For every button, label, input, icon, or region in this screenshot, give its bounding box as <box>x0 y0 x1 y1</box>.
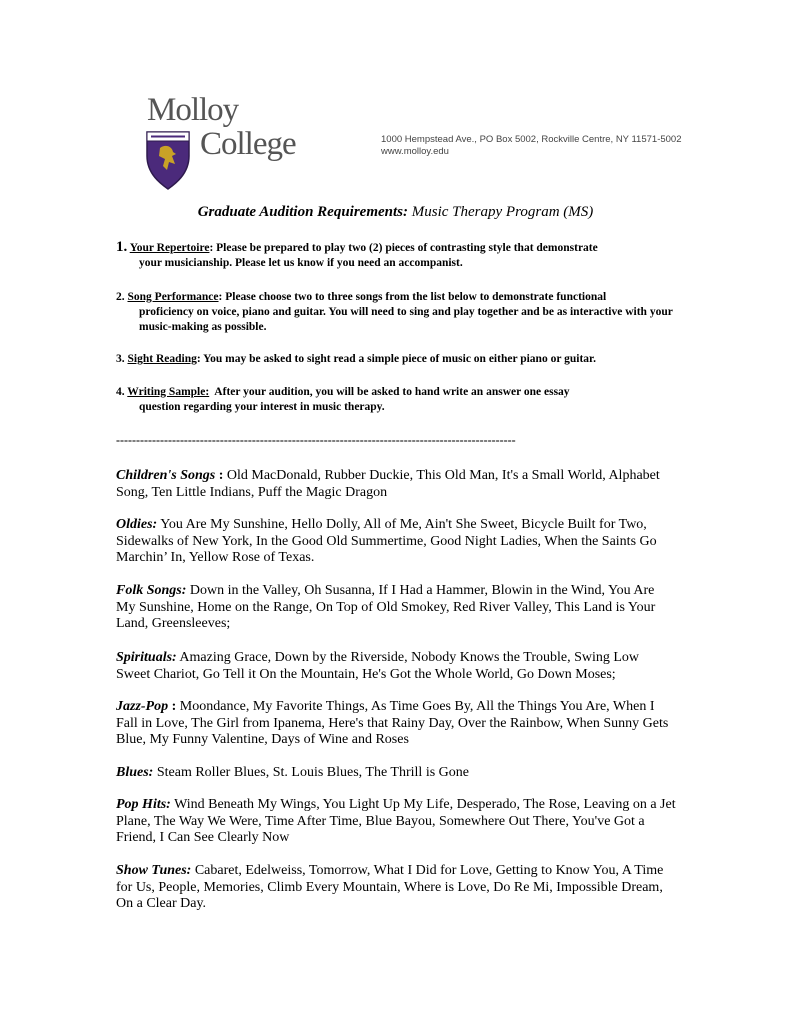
category-songs: Steam Roller Blues, St. Louis Blues, The Thrill is Gone <box>153 765 469 780</box>
song-category-folk <box>116 583 676 633</box>
category-name: Children's Songs <box>116 468 216 483</box>
requirement-text: After your audition, you will be asked to hand write an answer one essay <box>209 386 570 398</box>
category-songs: Moondance, My Favorite Things, As Time Goes By, All the Things You Are, When I Fall in Love, The Girl from Ipanema, Here's that Rainy Day, Over the Rainbow, When Sunny Gets Blue, My Funny Valentine, Days of Wine and Roses <box>116 699 669 747</box>
address-line: 1000 Hempstead Ave., PO Box 5002, Rockville Centre, NY 11571-5002 <box>381 134 682 145</box>
requirement-1 <box>116 240 676 271</box>
category-songs: You Are My Sunshine, Hello Dolly, All of Me, Ain't She Sweet, Bicycle Built for Two, Sidewalks of New York, In the Good Old Summertime, Good Night Ladies, When the Saints Go Marchin’ In, Yellow Rose of Texas. <box>116 517 657 565</box>
requirement-continuation: proficiency on voice, piano and guitar. You will need to sing and play together and be as interactive with your music-making as possible. <box>139 306 673 333</box>
section-divider: ---------------------------------------------------------------------------------------------------- <box>116 433 516 447</box>
category-songs: Cabaret, Edelweiss, Tomorrow, What I Did for Love, Getting to Know You, A Time for Us, People, Memories, Climb Every Mountain, Where is Love, Do Re Mi, Impossible Dream, On a Clear Day. <box>116 863 664 911</box>
requirement-label: Song Performance <box>127 291 219 303</box>
category-name: Spirituals: <box>116 650 177 665</box>
requirement-number: 2. <box>116 291 125 303</box>
logo-text-molloy: Molloy <box>147 92 239 128</box>
website-link[interactable]: www.molloy.edu <box>381 146 449 157</box>
song-category-oldies <box>116 517 676 567</box>
category-name: Oldies: <box>116 517 158 532</box>
letterhead <box>145 92 685 197</box>
page-title <box>0 204 791 221</box>
logo-text-college: College <box>200 126 296 162</box>
category-songs: Old MacDonald, Rubber Duckie, This Old Man, It's a Small World, Alphabet Song, Ten Little Indians, Puff the Magic Dragon <box>116 468 660 500</box>
song-category-pop-hits <box>116 797 676 847</box>
requirement-continuation: question regarding your interest in music therapy. <box>139 401 385 413</box>
category-songs: Amazing Grace, Down by the Riverside, Nobody Knows the Trouble, Swing Low Sweet Chariot, Go Tell it On the Mountain, He's Got the Whole World, Go Down Moses; <box>116 650 640 682</box>
category-name: Blues: <box>116 765 154 780</box>
requirement-3 <box>116 352 676 367</box>
requirement-text: : You may be asked to sight read a simple piece of music on either piano or guitar. <box>196 353 596 365</box>
category-separator: : <box>215 468 224 483</box>
requirement-4 <box>116 385 676 415</box>
requirement-2 <box>116 290 676 335</box>
requirement-number: 4. <box>116 386 125 398</box>
requirement-label: Sight Reading <box>127 353 197 365</box>
song-category-spirituals <box>116 650 676 683</box>
category-songs: Down in the Valley, Oh Susanna, If I Had a Hammer, Blowin in the Wind, You Are My Sunshine, Home on the Range, On Top of Old Smokey, Red River Valley, This Land is Your Land, Greensleeves; <box>116 583 656 631</box>
song-category-jazz-pop <box>116 699 676 749</box>
requirement-text: : Please be prepared to play two (2) pieces of contrasting style that demonstrate <box>209 242 598 254</box>
requirement-text: : Please choose two to three songs from the list below to demonstrate functional <box>218 291 607 303</box>
category-name: Show Tunes: <box>116 863 192 878</box>
requirement-label: Writing Sample: <box>127 386 210 398</box>
category-songs: Wind Beneath My Wings, You Light Up My Life, Desperado, The Rose, Leaving on a Jet Plane, The Way We Were, Time After Time, Blue Bayou, Somewhere Out There, You've Got a Friend, I Can See Clearly Now <box>116 797 676 845</box>
category-separator: : <box>168 699 177 714</box>
category-name: Folk Songs: <box>116 583 187 598</box>
category-name: Pop Hits: <box>116 797 171 812</box>
title-bold: Graduate Audition Requirements: <box>197 204 409 220</box>
song-category-childrens <box>116 468 676 501</box>
requirement-continuation: your musicianship. Please let us know if you need an accompanist. <box>139 257 463 269</box>
college-crest-icon <box>145 126 191 190</box>
category-name: Jazz-Pop <box>116 699 169 714</box>
song-category-show-tunes <box>116 863 676 913</box>
requirement-number: 1. <box>116 239 128 255</box>
title-program: Music Therapy Program (MS) <box>408 204 594 220</box>
song-category-blues <box>116 765 676 782</box>
requirement-label: Your Repertoire <box>129 242 210 254</box>
address-block <box>381 134 682 158</box>
requirement-number: 3. <box>116 353 125 365</box>
